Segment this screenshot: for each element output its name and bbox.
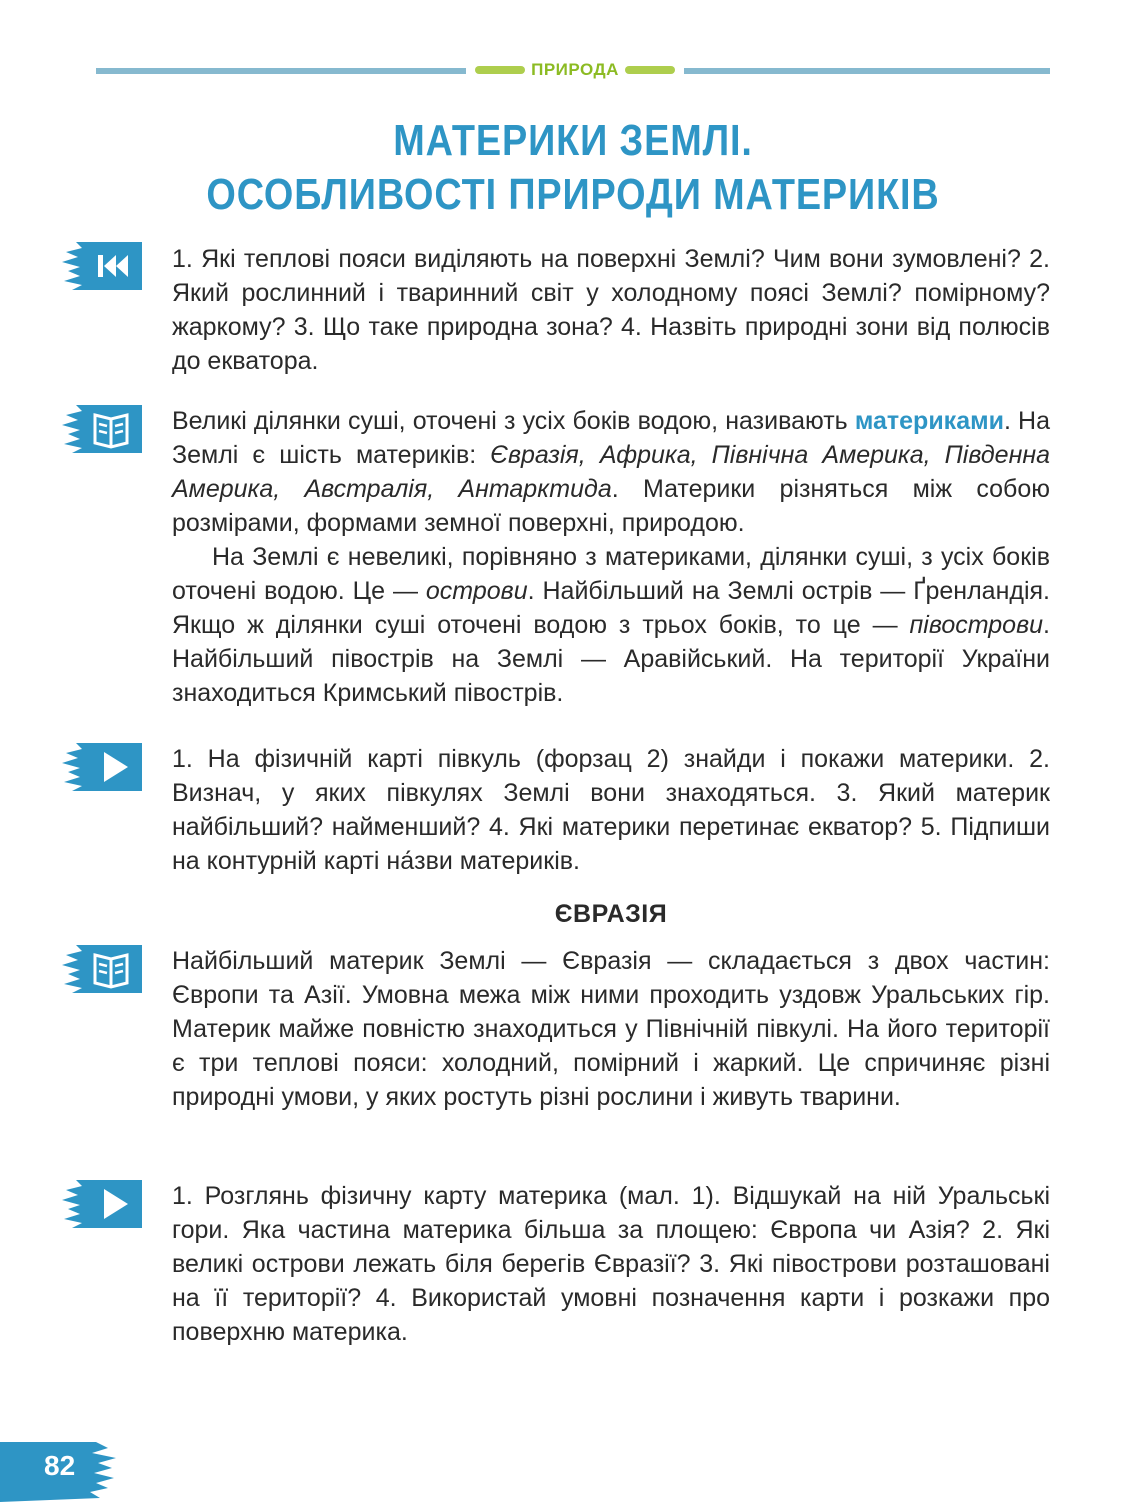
play-icon bbox=[62, 1178, 142, 1230]
review-questions-text: 1. Які теплові пояси виділяють на поверхні Землі? Чим вони зумовлені? 2. Який рослинний і тваринний світ у холодному поясі Землі? помірному? жаркому? 3. Що таке природна зона? 4. Назвіть природні зони від полюсів до екватора. bbox=[172, 245, 1050, 375]
page-title-line-1: МАТЕРИКИ ЗЕМЛІ. bbox=[393, 116, 753, 165]
text-run: . На Землі є шість материків: bbox=[172, 407, 1050, 469]
continent-list: Євразія, Африка, Північна Америка, Південна Америка, Австралія, Антарктида bbox=[172, 441, 1050, 503]
section-title: ЄВРАЗІЯ bbox=[554, 900, 668, 928]
page-title bbox=[163, 114, 983, 222]
term-islands: острови bbox=[425, 577, 528, 605]
paragraph-islands bbox=[172, 540, 1050, 710]
reading-text bbox=[172, 404, 1050, 710]
text-run: На Землі є невеликі, порівняно з материками, ділянки суші, з усіх боків оточені водою. Це — bbox=[172, 543, 1050, 605]
key-term: материками bbox=[854, 407, 1004, 435]
page-title-line-2: ОСОБЛИВОСТІ ПРИРОДИ МАТЕРИКІВ bbox=[206, 170, 940, 219]
leaf-ornament-left bbox=[475, 66, 525, 74]
text-run: . Найбільший на Землі острів — Ґренландія. Якщо ж ділянки суші оточені водою з трьох боків, то це — bbox=[172, 577, 1051, 639]
section-header bbox=[466, 56, 684, 84]
term-peninsulas: півострови bbox=[909, 611, 1044, 639]
review-questions bbox=[172, 242, 1050, 378]
rewind-icon bbox=[62, 240, 142, 292]
book-icon bbox=[62, 943, 142, 995]
eurasia-paragraph: Найбільший материк Землі — Євразія — складається з двох частин: Європи та Азії. Умовна межа між ними проходить уздовж Уральських гір. Материк майже повністю знаходиться у Північній півкулі. На його території є три теплові пояси: холодний, помірний і жаркий. Це спричиняє різні природні умови, у яких ростуть різні рослини і живуть тварини. bbox=[172, 947, 1050, 1111]
task-block-2 bbox=[172, 1179, 1050, 1349]
task-text-2: 1. Розглянь фізичну карту материка (мал. 1). Відшукай на ній Уральські гори. Яка частина материка більша за площею: Європа чи Азія? 2. Які великі острови лежать біля берегів Євразії? 3. Які півострови розташовані на її території? 4. Використай умовні позначення карти і розкажи про поверхню материка. bbox=[172, 1182, 1050, 1346]
task-block-1 bbox=[172, 742, 1050, 878]
section-label: ПРИРОДА bbox=[531, 60, 619, 79]
paragraph-continents bbox=[172, 404, 1050, 540]
page-number: 82 bbox=[44, 1450, 76, 1481]
leaf-ornament-right bbox=[625, 66, 675, 74]
text-run: . Материки різняться між собою розмірами, формами земної поверхні, природою. bbox=[172, 475, 1050, 537]
book-icon bbox=[62, 403, 142, 455]
text-run: Великі ділянки суші, оточені з усіх боків водою, називають bbox=[172, 407, 855, 435]
text-run: . Найбільший півострів на Землі — Аравійський. На території України знаходиться Кримський півострів. bbox=[172, 611, 1050, 707]
eurasia-text bbox=[172, 944, 1050, 1114]
play-icon bbox=[62, 741, 142, 793]
task-text-1: 1. На фізичній карті півкуль (форзац 2) знайди і покажи материки. 2. Визнач, у яких півкулях Землі вони знаходяться. 3. Який материк найбільший? найменший? 4. Які материки перетинає екватор? 5. Підпиши на контурній карті на́зви материків. bbox=[172, 745, 1050, 875]
